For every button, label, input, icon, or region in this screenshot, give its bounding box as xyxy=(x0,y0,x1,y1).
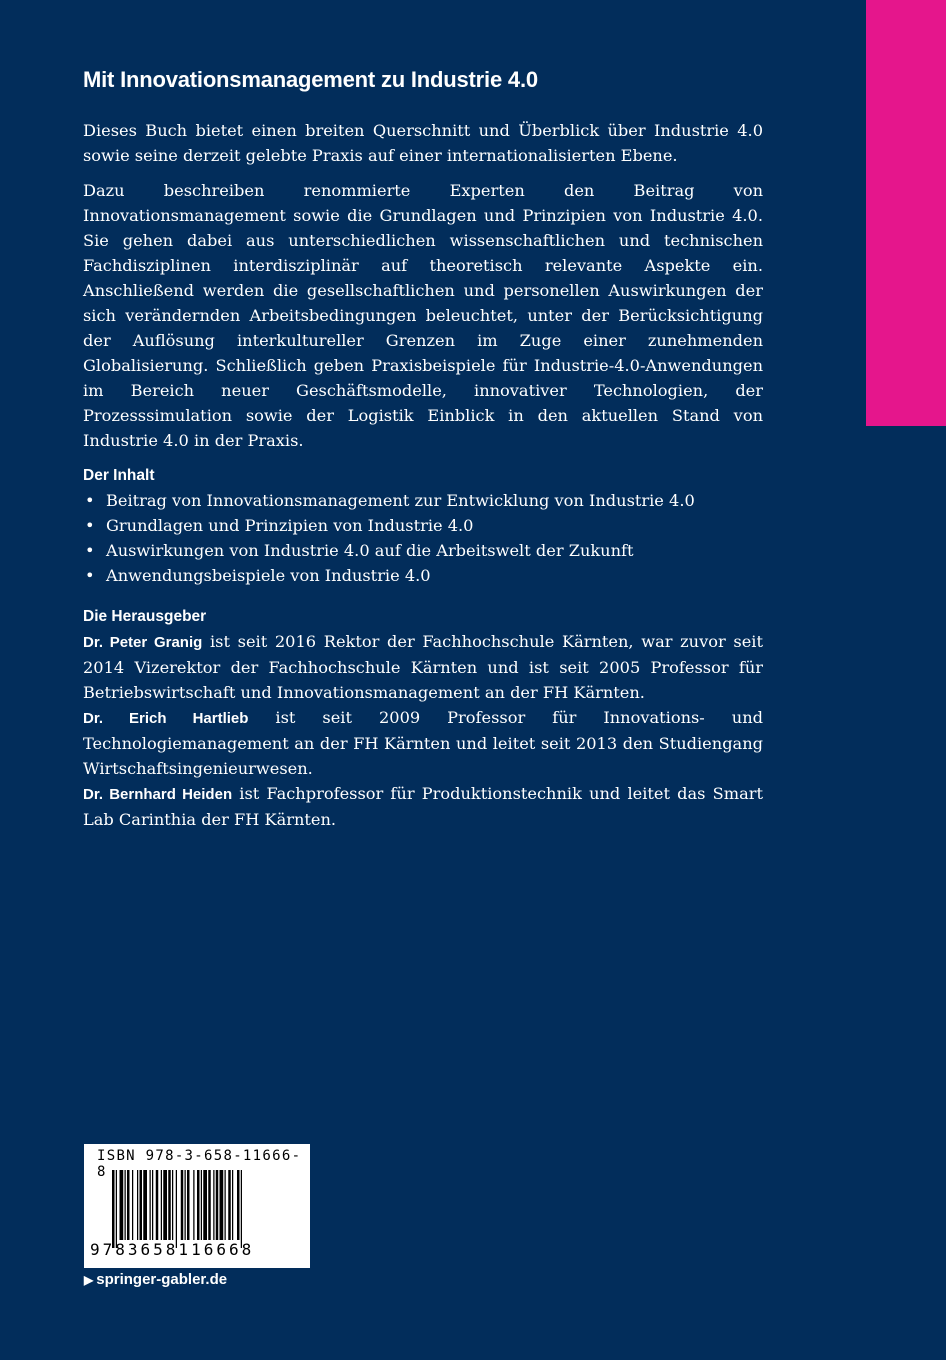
barcode-bar xyxy=(168,1170,171,1240)
publisher-url: springer-gabler.de xyxy=(96,1271,228,1288)
list-item-text: Anwendungsbeispiele von Industrie 4.0 xyxy=(106,566,431,585)
barcode-bar xyxy=(150,1170,151,1240)
list-item xyxy=(83,538,763,563)
barcode-bar xyxy=(201,1170,202,1240)
barcode-bar xyxy=(156,1170,159,1240)
list-item xyxy=(83,488,763,513)
barcode-bar xyxy=(140,1170,143,1240)
barcode-bar xyxy=(112,1170,115,1248)
barcode-bar xyxy=(176,1170,177,1248)
list-item-text: Auswirkungen von Industrie 4.0 auf die Arbeitswelt der Zukunft xyxy=(106,541,634,560)
barcode-bar xyxy=(225,1170,226,1240)
bullet-icon: • xyxy=(85,541,95,560)
bullet-icon: • xyxy=(85,516,95,535)
list-item xyxy=(83,563,763,588)
accent-tab xyxy=(866,0,946,426)
barcode-bar xyxy=(143,1170,147,1240)
list-item-text: Beitrag von Innovationsmanagement zur Entwicklung von Industrie 4.0 xyxy=(106,491,695,510)
barcode-bar xyxy=(152,1170,153,1240)
barcode-bar xyxy=(237,1170,240,1240)
book-title: Mit Innovationsmanagement zu Industrie 4.0 xyxy=(83,67,538,92)
editor-name: Dr. Bernhard Heiden xyxy=(83,786,233,803)
barcode-bar xyxy=(216,1170,219,1240)
barcode-bar xyxy=(116,1170,117,1248)
barcode-bar xyxy=(181,1170,184,1240)
editor-bio xyxy=(83,629,763,705)
bullet-icon: • xyxy=(85,566,95,585)
barcode-bar xyxy=(132,1170,133,1240)
contents-heading: Der Inhalt xyxy=(83,467,155,484)
barcode-bar xyxy=(161,1170,162,1240)
barcode-bar xyxy=(208,1170,211,1240)
editor-name: Dr. Erich Hartlieb xyxy=(83,710,249,727)
barcode-bars xyxy=(112,1170,292,1248)
editor-text: ist Fachprofessor für Produktionstechnik und leitet das Smart Lab Carinthia der FH Kärnten. xyxy=(83,784,763,829)
barcode-bar xyxy=(137,1170,138,1240)
barcode-bar xyxy=(213,1170,214,1240)
arrow-right-icon: ▶ xyxy=(84,1273,94,1287)
back-cover-text xyxy=(83,62,763,832)
barcode-digits: 9783658116668 xyxy=(90,1240,255,1259)
bullet-icon: • xyxy=(85,491,95,510)
list-item-text: Grundlagen und Prinzipien von Industrie 4.0 xyxy=(106,516,474,535)
editor-text: ist seit 2009 Professor für Innovations- und Technologiemanagement an der FH Kärnten und leitet seit 2013 den Studiengang Wirtschaftsingenieurwesen. xyxy=(83,708,763,778)
barcode-bar xyxy=(187,1170,190,1240)
editor-bio xyxy=(83,705,763,781)
barcode-bar xyxy=(228,1170,231,1240)
editors-heading: Die Herausgeber xyxy=(83,608,207,625)
editor-text: ist seit 2016 Rektor der Fachhochschule Kärnten, war zuvor seit 2014 Vizerektor der Fachhochschule Kärnten und ist seit 2005 Professor für Betriebswirtschaft und Innovationsmanagement an der FH Kärnten. xyxy=(83,632,763,702)
barcode-bar xyxy=(197,1170,200,1240)
barcode-bar xyxy=(241,1170,242,1248)
barcode-bar xyxy=(232,1170,233,1240)
barcode-bar xyxy=(120,1170,124,1240)
description-paragraph: Dazu beschreiben renommierte Experten den Beitrag von Innovationsmanagement sowie die Grundlagen und Prinzipien von Industrie 4.0. Sie gehen dabei aus unterschiedlichen wissenschaftlichen und technischen Fachdisziplinen interdisziplinär auf theoretisch relevante Aspekte ein. Anschließend werden die gesellschaftlichen und personellen Auswirkungen der sich verändernden Arbeitsbedingungen beleuchtet, unter der Berücksichtigung der Auflösung interkultureller Grenzen im Zuge einer zunehmenden Globalisierung. Schließlich geben Praxisbeispiele für Industrie-4.0-Anwendungen im Bereich neuer Geschäftsmodelle, innovativer Technologien, der Prozesssimulation sowie der Logistik Einblick in den aktuellen Stand von Industrie 4.0 in der Praxis. xyxy=(83,181,763,450)
barcode-bar xyxy=(220,1170,224,1240)
isbn-number: ISBN 978-3-658-11666-8 xyxy=(97,1148,302,1180)
contents-list xyxy=(83,488,763,588)
barcode-bar xyxy=(125,1170,126,1240)
barcode-bar xyxy=(127,1170,130,1240)
list-item xyxy=(83,513,763,538)
barcode-bar xyxy=(193,1170,194,1240)
publisher-link[interactable] xyxy=(84,1271,227,1288)
intro-paragraph: Dieses Buch bietet einen breiten Querschnitt und Überblick über Industrie 4.0 sowie seine derzeit gelebte Praxis auf einer internationalisierten Ebene. xyxy=(83,121,763,165)
barcode-bar xyxy=(172,1170,173,1240)
barcode-bar xyxy=(163,1170,167,1240)
editor-bio xyxy=(83,781,763,832)
barcode-bar xyxy=(185,1170,186,1240)
editor-name: Dr. Peter Granig xyxy=(83,634,203,651)
isbn-barcode xyxy=(84,1144,310,1268)
barcode-bar xyxy=(203,1170,207,1240)
